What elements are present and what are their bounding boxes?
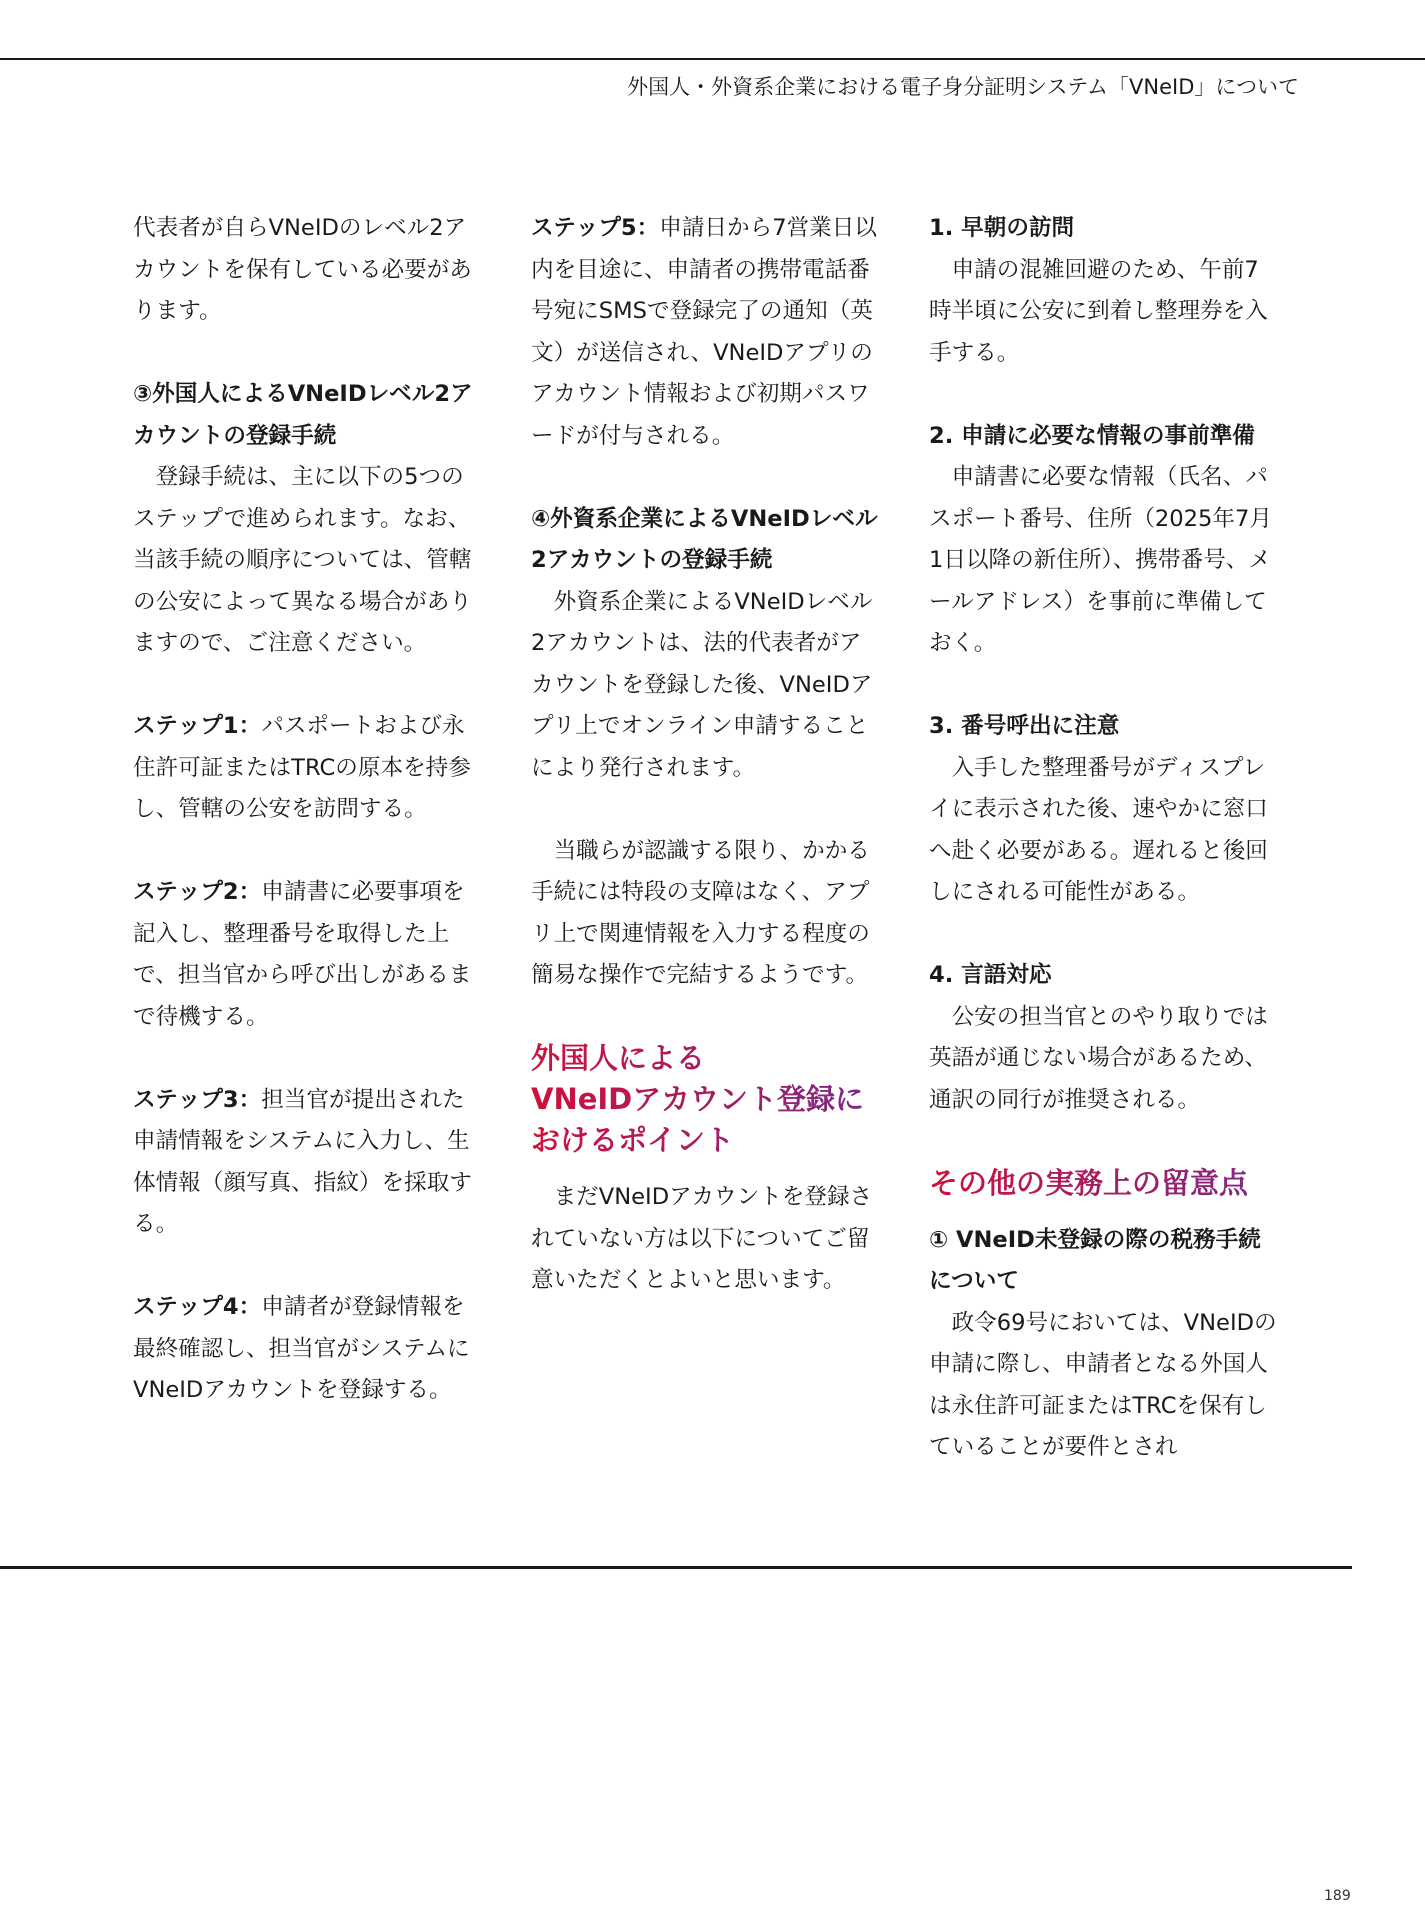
step-label: ステップ1： xyxy=(133,713,262,739)
step-text: パスポートおよび永住許可証またはTRCの原本を持参し、管轄の公安を訪問する。 xyxy=(133,713,471,822)
step-label: ステップ2： xyxy=(133,879,262,905)
points-intro: まだVNeIDアカウントを登録されていない方は以下についてご留意いただくとよいと思います。 xyxy=(531,1184,873,1293)
point-title: 1. 早朝の訪問 xyxy=(929,215,1075,241)
point-title: 2. 申請に必要な情報の事前準備 xyxy=(929,422,1255,449)
step-text: 申請者が登録情報を最終確認し、担当官がシステムにVNeIDアカウントを登録する。 xyxy=(133,1294,470,1403)
footer-rule xyxy=(0,1566,1352,1569)
intro-paragraph: 代表者が自らVNeIDのレベル2アカウントを保有している必要があります。 xyxy=(133,215,472,324)
step-label: ステップ4： xyxy=(133,1294,262,1320)
point-4 xyxy=(929,955,1281,1121)
column-1 xyxy=(133,208,485,1412)
point-1 xyxy=(929,208,1281,374)
step-1 xyxy=(133,706,485,831)
subheading-company-registration: ④外資系企業によるVNeIDレベル2アカウントの登録手続 xyxy=(531,505,878,573)
column-2 xyxy=(531,208,883,1302)
procedure-note: 当職らが認識する限り、かかる手続には特段の支障はなく、アプリ上で関連情報を入力する程度の簡易な操作で完結するようです。 xyxy=(531,837,870,988)
step-3 xyxy=(133,1080,485,1246)
point-text: 公安の担当官とのやり取りでは英語が通じない場合があるため、通訳の同行が推奨される。 xyxy=(929,1003,1268,1113)
registration-body: 登録手続は、主に以下の5つのステップで進められます。なお、当該手続の順序については、管轄の公安によって異なる場合がありますので、ご注意ください。 xyxy=(133,464,472,656)
section-title-registration-points: 外国人による VNeIDアカウント登録に おけるポイント xyxy=(531,1038,883,1161)
step-text: 担当官が提出された申請情報をシステムに入力し、生体情報（顔写真、指紋）を採取する。 xyxy=(133,1086,472,1237)
step-5 xyxy=(531,208,883,457)
step-4 xyxy=(133,1287,485,1412)
tax-procedure-body: 政令69号においては、VNeIDの申請に際し、申請者となる外国人は永住許可証またはTRCを保有していることが要件とされ xyxy=(929,1309,1277,1460)
point-2 xyxy=(929,416,1281,665)
step-text: 申請日から7営業日以内を目途に、申請者の携帯電話番号宛にSMSで登録完了の通知（英文）が送信され、VNeIDアプリのアカウント情報および初期パスワードが付与される。 xyxy=(531,215,877,449)
point-title: 3. 番号呼出に注意 xyxy=(929,713,1120,739)
subheading-tax-procedure: ① VNeID未登録の際の税務手続について xyxy=(929,1226,1261,1294)
step-label: ステップ3： xyxy=(133,1086,262,1113)
column-3 xyxy=(929,208,1281,1469)
point-3 xyxy=(929,706,1281,914)
company-registration-body: 外資系企業によるVNeIDレベル2アカウントは、法的代表者がアカウントを登録した後、VNeIDアプリ上でオンライン申請することにより発行されます。 xyxy=(531,588,873,781)
point-text: 申請書に必要な情報（氏名、パスポート番号、住所（2025年7月1日以降の新住所）、携帯番号、メールアドレス）を事前に準備しておく。 xyxy=(929,464,1272,656)
point-title: 4. 言語対応 xyxy=(929,962,1052,988)
step-2 xyxy=(133,872,485,1038)
point-text: 入手した整理番号がディスプレイに表示された後、速やかに窓口へ赴く必要がある。遅れると後回しにされる可能性がある。 xyxy=(929,754,1268,905)
running-header: 外国人・外資系企業における電子身分証明システム「VNeID」について xyxy=(627,75,1299,99)
subheading-foreigner-registration: ③外国人によるVNeIDレベル2アカウントの登録手続 xyxy=(133,381,473,449)
header-rule xyxy=(0,58,1425,60)
point-text: 申請の混雑回避のため、午前7時半頃に公安に到着し整理券を入手する。 xyxy=(929,256,1268,366)
step-label: ステップ5： xyxy=(531,215,660,241)
step-text: 申請書に必要事項を記入し、整理番号を取得した上で、担当官から呼び出しがあるまで待機する。 xyxy=(133,879,472,1030)
page-number: 189 xyxy=(1324,1888,1351,1904)
section-title-other-notes: その他の実務上の留意点 xyxy=(929,1163,1281,1204)
